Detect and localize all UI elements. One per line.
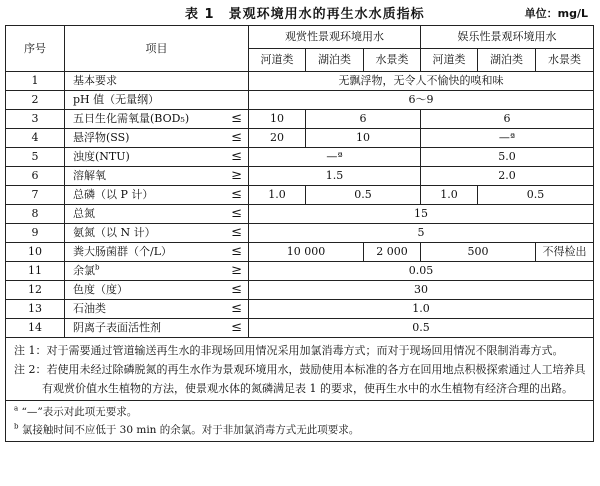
row-value: 5 xyxy=(249,224,594,243)
footnote-a xyxy=(14,403,587,421)
row-item: 石油类 xyxy=(65,300,215,319)
row-item: 悬浮物(SS) xyxy=(65,129,215,148)
table-row xyxy=(6,205,594,224)
value-recreational-river-lake: 500 xyxy=(421,243,536,262)
sub-header-river: 河道类 xyxy=(421,49,478,72)
table-row xyxy=(6,281,594,300)
row-operator: ≤ xyxy=(215,224,249,243)
col-header-item: 项目 xyxy=(65,26,249,72)
row-operator: ≥ xyxy=(215,262,249,281)
note-1: 注 1：对于需要通过管道输送再生水的非现场回用情况采用加氯消毒方式；而对于现场回用情况不限制消毒方式。 xyxy=(14,344,564,357)
value-recreational: 6 xyxy=(421,110,594,129)
row-item: 色度（度） xyxy=(65,281,215,300)
value-ornamental-river: 10 xyxy=(249,110,306,129)
water-quality-table xyxy=(5,25,594,442)
row-number: 14 xyxy=(6,319,65,338)
table-row xyxy=(6,110,594,129)
row-item: 阴离子表面活性剂 xyxy=(65,319,215,338)
value-ornamental-river-lake: 10 000 xyxy=(249,243,364,262)
table-row xyxy=(6,319,594,338)
row-operator: ≥ xyxy=(215,167,249,186)
table-row xyxy=(6,300,594,319)
row-operator: ≤ xyxy=(215,186,249,205)
value-ornamental-lake-waterscape: 0.5 xyxy=(306,186,421,205)
row-number: 6 xyxy=(6,167,65,186)
row-number: 13 xyxy=(6,300,65,319)
row-item xyxy=(65,262,215,281)
row-operator: ≤ xyxy=(215,243,249,262)
table-row xyxy=(6,262,594,281)
header-row-1 xyxy=(6,26,594,49)
row-item: 浊度(NTU) xyxy=(65,148,215,167)
row-number: 11 xyxy=(6,262,65,281)
row-operator xyxy=(215,91,249,110)
value-ornamental-river: 20 xyxy=(249,129,306,148)
value-recreational: —ª xyxy=(421,129,594,148)
value-recreational-river: 1.0 xyxy=(421,186,478,205)
row-number: 10 xyxy=(6,243,65,262)
row-number: 4 xyxy=(6,129,65,148)
row-item: 总磷（以 P 计） xyxy=(65,186,215,205)
row-item: 氨氮（以 N 计） xyxy=(65,224,215,243)
row-operator: ≤ xyxy=(215,148,249,167)
row-number: 12 xyxy=(6,281,65,300)
group-header-recreational: 娱乐性景观环境用水 xyxy=(421,26,594,49)
row-value: 0.05 xyxy=(249,262,594,281)
row-number: 5 xyxy=(6,148,65,167)
footnote-ref-b: b xyxy=(95,263,100,272)
row-number: 1 xyxy=(6,72,65,91)
value-ornamental-waterscape: 2 000 xyxy=(364,243,421,262)
row-item: 总氮 xyxy=(65,205,215,224)
row-item-text: 余氯 xyxy=(73,264,95,277)
sub-header-waterscape: 水景类 xyxy=(364,49,421,72)
row-operator: ≤ xyxy=(215,319,249,338)
table-row xyxy=(6,243,594,262)
table-row xyxy=(6,186,594,205)
row-item: pH 值（无量纲） xyxy=(65,91,215,110)
table-row xyxy=(6,148,594,167)
footnote-b-mark: b xyxy=(14,422,19,431)
row-number: 8 xyxy=(6,205,65,224)
row-operator: ≤ xyxy=(215,205,249,224)
table-row xyxy=(6,91,594,110)
row-number: 9 xyxy=(6,224,65,243)
row-value: 无飘浮物，无令人不愉快的嗅和味 xyxy=(249,72,594,91)
row-number: 3 xyxy=(6,110,65,129)
row-number: 2 xyxy=(6,91,65,110)
notes-row xyxy=(6,338,594,401)
sub-header-river: 河道类 xyxy=(249,49,306,72)
unit-label: 单位：mg/L xyxy=(524,7,588,20)
note-2: 注 2：若使用未经过除磷脱氮的再生水作为景观环境用水，鼓励使用本标准的各方在回用地点积极探索通过人工培养具有观赏价值水生植物的方法，使景观水体的氮磷满足表 1 的要求，使再生水中的水生植物有经济合理的出路。 xyxy=(14,363,586,395)
row-item: 溶解氧 xyxy=(65,167,215,186)
col-header-seq: 序号 xyxy=(6,26,65,72)
table-row xyxy=(6,129,594,148)
row-operator: ≤ xyxy=(215,281,249,300)
footnote-b xyxy=(14,421,587,439)
table-title: 表 1 景观环境用水的再生水水质指标 xyxy=(185,7,425,22)
value-ornamental: 1.5 xyxy=(249,167,421,186)
value-recreational: 2.0 xyxy=(421,167,594,186)
row-operator: ≤ xyxy=(215,129,249,148)
table-row xyxy=(6,72,594,91)
row-value: 15 xyxy=(249,205,594,224)
row-value: 1.0 xyxy=(249,300,594,319)
value-ornamental-lake-waterscape: 10 xyxy=(306,129,421,148)
value-recreational: 5.0 xyxy=(421,148,594,167)
footnote-a-text: “—”表示对此项无要求。 xyxy=(21,406,138,418)
notes-cell xyxy=(6,338,594,401)
footnotes-cell xyxy=(6,401,594,442)
sub-header-lake: 湖泊类 xyxy=(478,49,536,72)
footnotes-row xyxy=(6,401,594,442)
row-item: 基本要求 xyxy=(65,72,215,91)
value-recreational-lake-waterscape: 0.5 xyxy=(478,186,594,205)
table-caption xyxy=(0,3,600,21)
row-value: 30 xyxy=(249,281,594,300)
value-ornamental-lake-waterscape: 6 xyxy=(306,110,421,129)
row-number: 7 xyxy=(6,186,65,205)
footnote-a-mark: a xyxy=(14,404,19,413)
sub-header-lake: 湖泊类 xyxy=(306,49,364,72)
value-ornamental: —ª xyxy=(249,148,421,167)
row-item: 粪大肠菌群（个/L） xyxy=(65,243,215,262)
row-operator: ≤ xyxy=(215,110,249,129)
sub-header-waterscape: 水景类 xyxy=(536,49,594,72)
table-row xyxy=(6,224,594,243)
row-value: 0.5 xyxy=(249,319,594,338)
row-value: 6～9 xyxy=(249,91,594,110)
row-operator: ≤ xyxy=(215,300,249,319)
row-operator xyxy=(215,72,249,91)
value-ornamental-river: 1.0 xyxy=(249,186,306,205)
value-recreational-waterscape: 不得检出 xyxy=(536,243,594,262)
footnote-b-text: 氯接触时间不应低于 30 min 的余氯。对于非加氯消毒方式无此项要求。 xyxy=(21,424,360,436)
group-header-ornamental: 观赏性景观环境用水 xyxy=(249,26,421,49)
table-row xyxy=(6,167,594,186)
row-item: 五日生化需氧量(BOD₅) xyxy=(65,110,215,129)
